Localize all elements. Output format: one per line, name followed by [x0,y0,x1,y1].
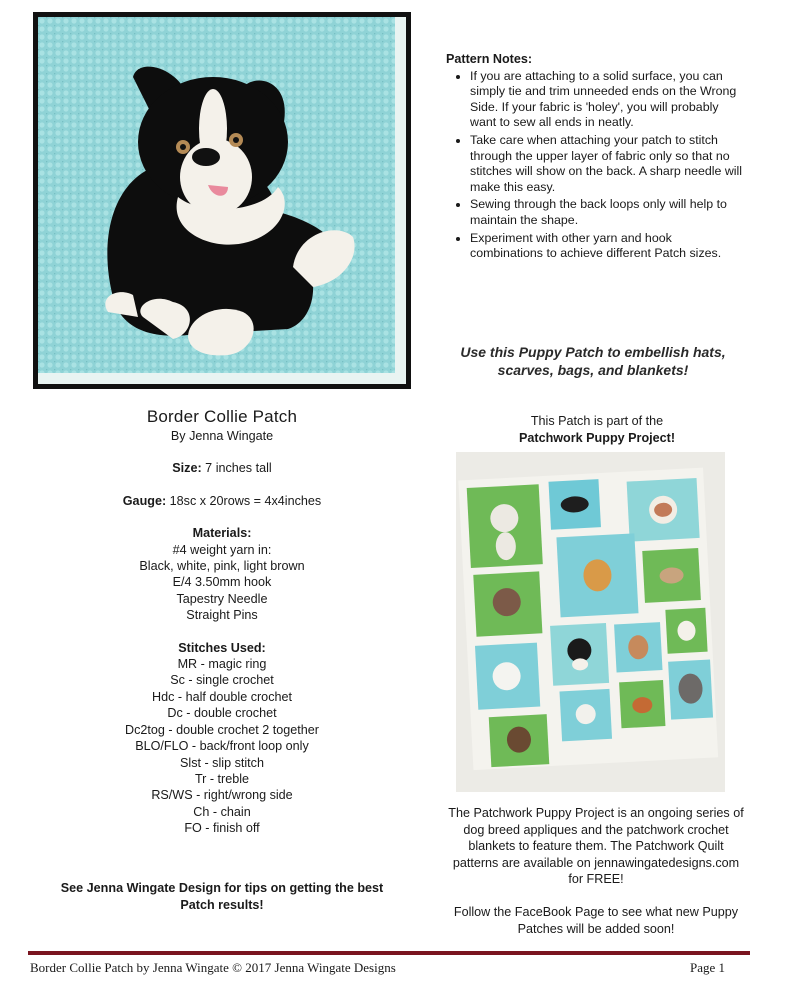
list-item: MR - magic ring [177,657,267,672]
list-item: • Sewing through the back loops only will help to maintain the shape. [470,197,746,228]
list-item: Dc - double crochet [167,706,277,721]
pattern-notes-list [446,69,746,262]
page-number: Page 1 [690,960,726,975]
pattern-info [60,406,384,837]
list-item: E/4 3.50mm hook [172,575,272,590]
list-item: Dc2tog - double crochet 2 together [125,722,319,737]
list-item: Sc - single crochet [170,673,274,688]
gauge-value: 18sc x 20rows = 4x4inches [166,493,322,508]
project-description-text: The Patchwork Puppy Project is an ongoing series of dog breed appliques and the patchwork crochet blankets to feature them. The Patchwork Quilt patterns are available on jennawingatedesigns.com for FREE! [448,806,744,887]
list-item: Tapestry Needle [176,591,268,606]
list-item: Straight Pins [186,608,258,623]
list-item: BLO/FLO - back/front loop only [135,739,309,754]
list-item: #4 weight yarn in: [172,542,272,557]
tagline: Use this Puppy Patch to embellish hats, scarves, bags, and blankets! [460,344,726,378]
list-item: FO - finish off [184,821,260,836]
pattern-notes [446,52,746,264]
pattern-title: Border Collie Patch [146,407,298,426]
author-line: By Jenna Wingate [170,429,274,443]
follow-text: Follow the FaceBook Page to see what new Puppy Patches will be added soon! [453,904,739,936]
list-item: Ch - chain [193,804,251,819]
list-item: • Take care when attaching your patch to stitch through the upper layer of fabric only so that no stitches will show on the back. A sharp needle will make this easy. [470,133,746,195]
list-item: Tr - treble [194,771,250,786]
stitches-heading: Stitches Used: [178,640,266,655]
pattern-notes-heading: Pattern Notes: [446,52,533,66]
list-item: Hdc - half double crochet [151,689,292,704]
list-item: • Experiment with other yarn and hook combinations to achieve different Patch sizes. [470,231,746,262]
materials-heading: Materials: [192,526,252,541]
quilt-photo [456,452,725,792]
gauge-label: Gauge: [122,493,167,508]
size-label: Size: [172,461,202,476]
list-item: Slst - slip stitch [180,755,264,770]
list-item: • If you are attaching to a solid surface, you can simply tie and trim unneeded ends on the Wrong Side. If your fabric is 'holey', you will probably want to sew all ends in neatly. [470,69,746,131]
project-intro-line: This Patch is part of the [530,414,664,428]
list-item: Black, white, pink, light brown [139,559,305,574]
project-description [446,805,746,953]
border-collie-photo [33,12,411,389]
tip-text: See Jenna Wingate Design for tips on getting the best Patch results! [60,881,384,912]
project-intro [450,413,744,447]
project-name: Patchwork Puppy Project! [518,431,676,445]
gauge-line [60,493,384,509]
footer-copyright: Border Collie Patch by Jenna Wingate © 2017 Jenna Wingate Designs [30,960,396,975]
list-item: RS/WS - right/wrong side [151,788,293,803]
size-line [60,460,384,476]
size-value: 7 inches tall [201,461,272,476]
footer-rule [28,951,750,955]
